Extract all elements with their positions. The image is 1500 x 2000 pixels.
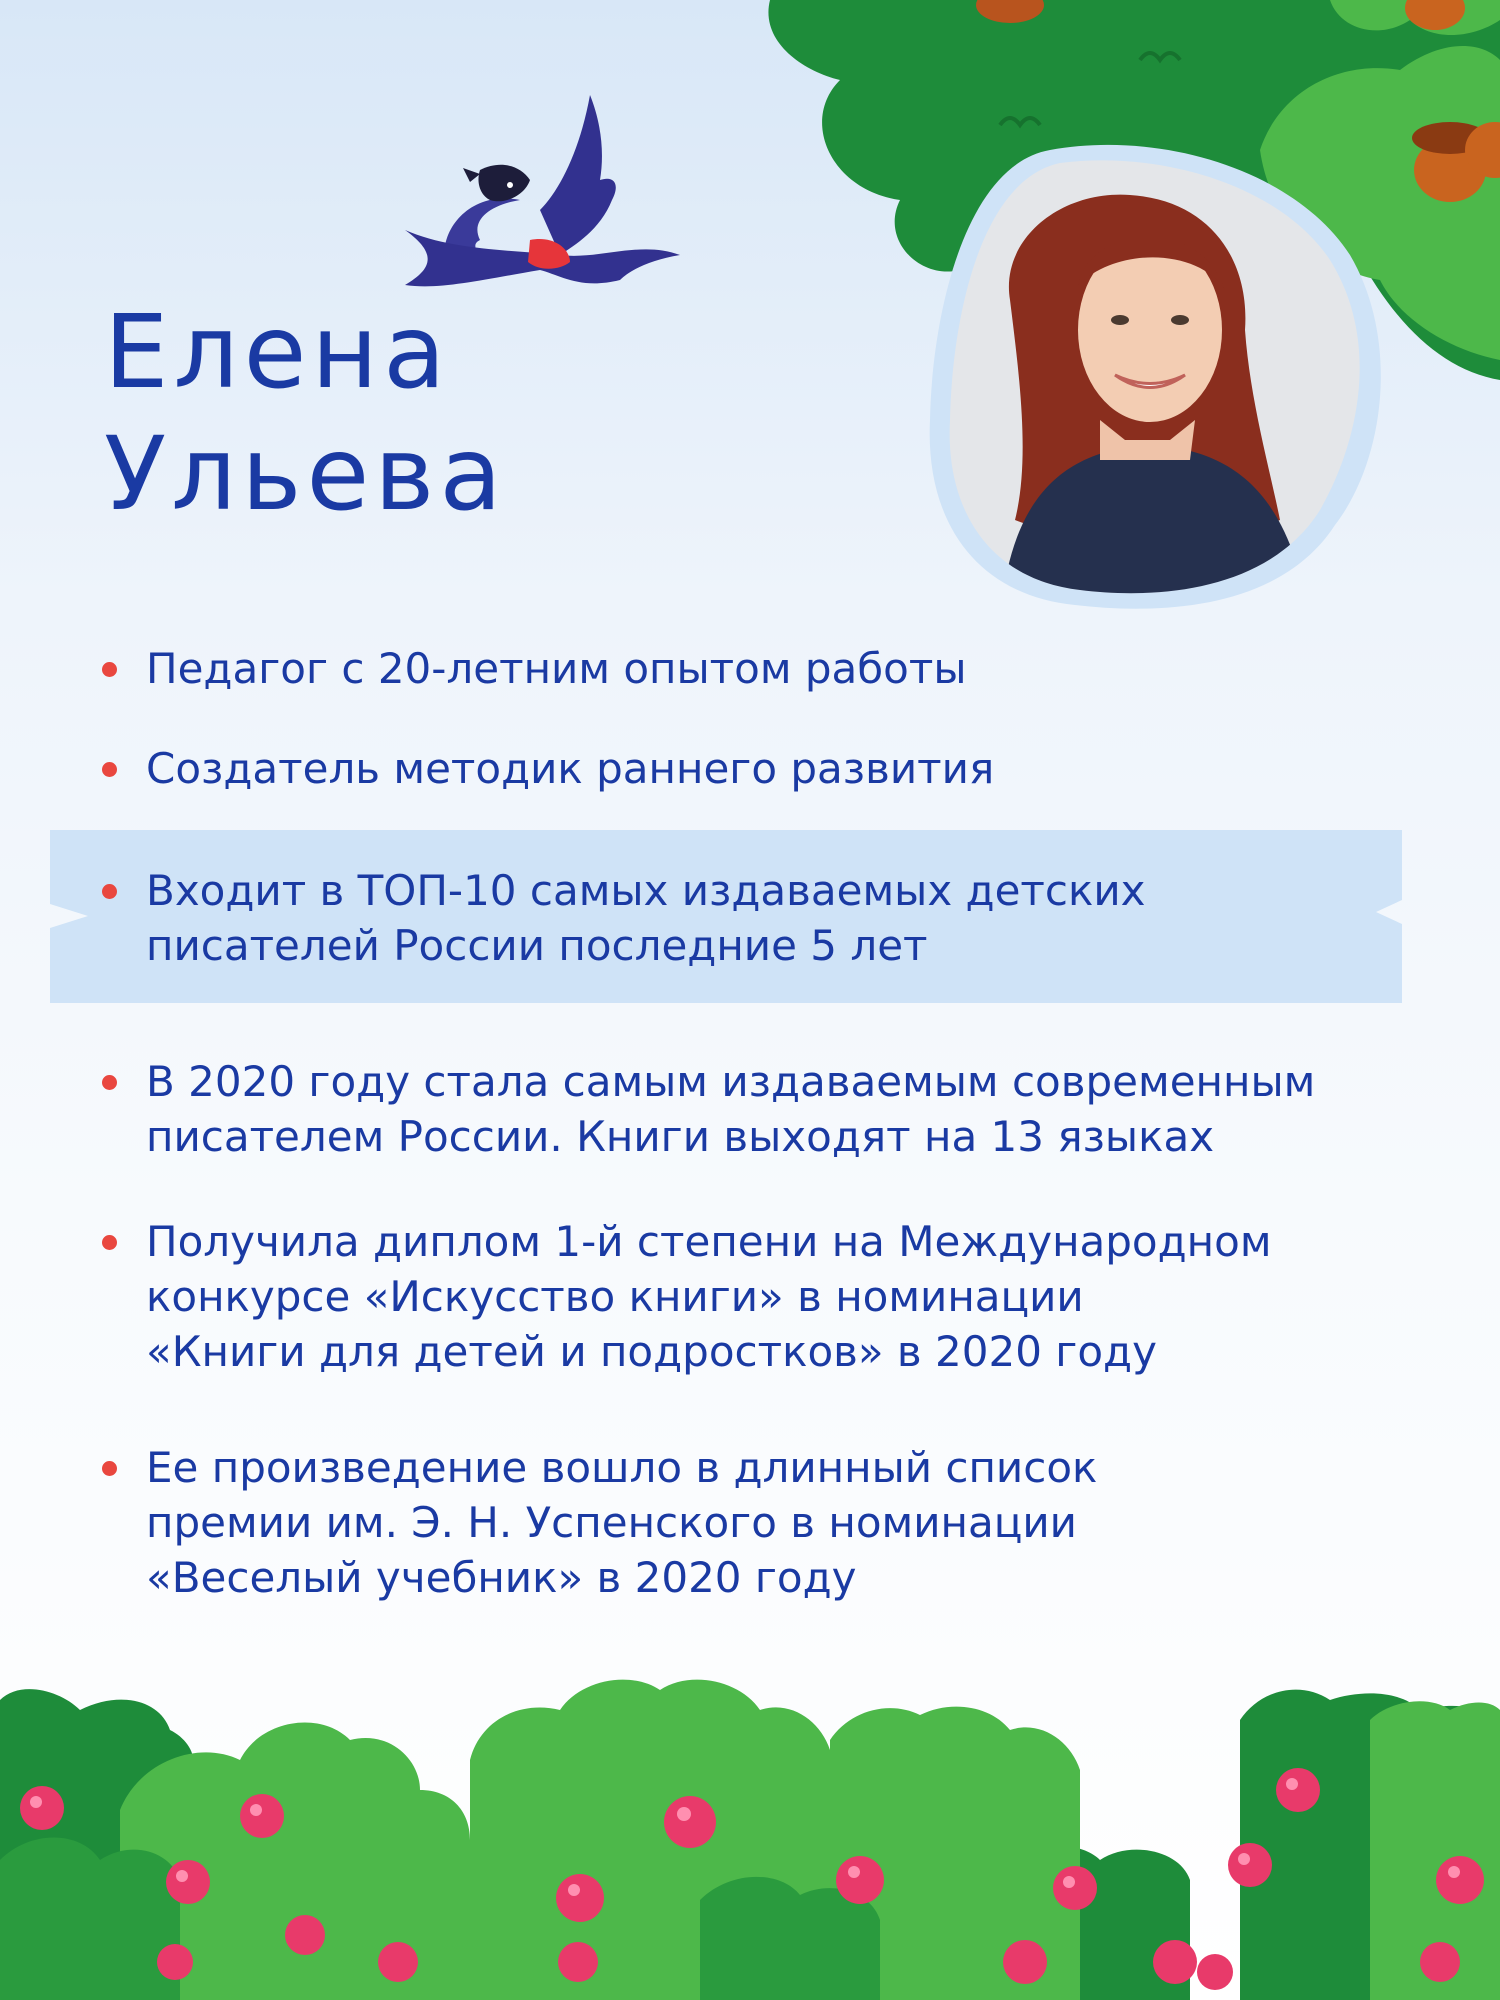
fact-text: премии им. Э. Н. Успенского в номинации <box>146 1498 1077 1547</box>
fact-text: Педагог с 20-летним опытом работы <box>146 644 967 693</box>
fact-text: «Книги для детей и подростков» в 2020 году <box>146 1327 1157 1376</box>
fact-text: Создатель методик раннего развития <box>146 744 995 793</box>
fact-text: писателей России последние 5 лет <box>146 921 928 970</box>
fact-text: Ее произведение вошло в длинный список <box>146 1443 1098 1492</box>
fact-text: В 2020 году стала самым издаваемым современным <box>146 1057 1316 1106</box>
fact-text: конкурсе «Искусство книги» в номинации <box>146 1272 1084 1321</box>
author-first-name: Елена <box>104 293 451 412</box>
author-last-name: Ульева <box>104 415 507 534</box>
fact-text: Получила диплом 1-й степени на Международном <box>146 1217 1272 1266</box>
fact-text: «Веселый учебник» в 2020 году <box>146 1553 857 1602</box>
fact-text: писателем России. Книги выходят на 13 языках <box>146 1112 1215 1161</box>
fact-text: Входит в ТОП-10 самых издаваемых детских <box>146 866 1146 915</box>
